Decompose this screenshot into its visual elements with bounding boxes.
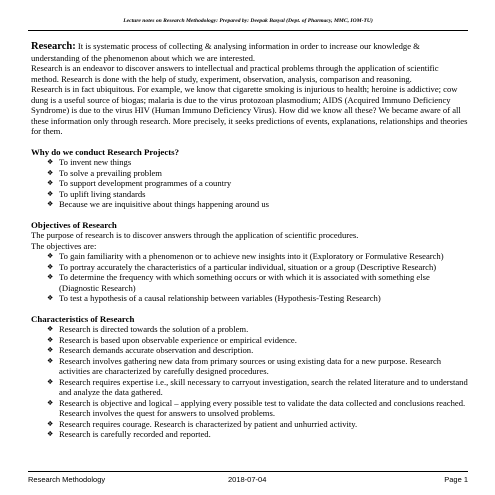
list-item: ❖ Research is carefully recorded and reported. xyxy=(47,429,468,440)
footer-date: 2018-07-04 xyxy=(228,475,267,484)
list-item: ❖ To support development programmes of a country xyxy=(47,178,468,189)
list-item: ❖ Research requires courage. Research is characterized by patient and unhurried activity. xyxy=(47,419,468,430)
list-item: ❖ Research involves gathering new data from primary sources or using existing data for a new purpose. Research activities are characterized by carefully designed procedures. xyxy=(47,356,468,377)
why-heading: Why do we conduct Research Projects? xyxy=(31,146,179,157)
list-item: ❖ Research demands accurate observation and description. xyxy=(47,345,468,356)
objectives-section xyxy=(31,220,468,304)
list-item: ❖ Research is based upon observable experience or empirical evidence. xyxy=(47,335,468,346)
list-item: ❖ To portray accurately the characteristics of a particular individual, situation or a group (Descriptive Research) xyxy=(47,262,468,273)
characteristics-heading: Characteristics of Research xyxy=(31,313,135,324)
list-item: ❖ Research is objective and logical – applying every possible test to validate the data collected and conclusions reached. Research involves the quest for answers to unsolved problems. xyxy=(47,398,468,419)
list-item: ❖ To test a hypothesis of a causal relationship between variables (Hypothesis-Testing Research) xyxy=(47,293,468,304)
why-list xyxy=(31,157,468,210)
intro-paragraph-3: Research is in fact ubiquitous. For example, we know that cigarette smoking is injurious to health; heroine is addictive; cow dung is a useful source of biogas; malaria is due to the virus protozoan plasmodium; AIDS (Acquired Immuno Deficiency Syndrome) is due to the virus HIV (Human Immuno Deficiency Virus). How did we know all these? We became aware of all these information only through research. More precisely, it seeks predictions of events, explanations, relationships and theories for them. xyxy=(31,84,468,136)
list-item: ❖ Because we are inquisitive about things happening around us xyxy=(47,199,468,210)
characteristics-section xyxy=(31,314,468,440)
page-number: Page 1 xyxy=(444,475,468,484)
header-rule xyxy=(28,30,468,31)
objectives-list xyxy=(31,251,468,304)
page-header: Lecture notes on Research Methodology: Prepared by: Deepak Basyal (Dept. of Pharmacy, MMC, IOM-TU) xyxy=(123,18,373,24)
characteristics-list xyxy=(31,324,468,440)
page-content xyxy=(31,41,468,440)
intro-definition: It is systematic process of collecting & analysing information in order to increase our knowledge & understanding of the phenomenon about which we are interested. xyxy=(31,41,420,63)
list-item: ❖ To invent new things xyxy=(47,157,468,168)
footer-title: Research Methodology xyxy=(28,475,106,484)
list-item: ❖ To uplift living standards xyxy=(47,189,468,200)
research-term: Research: xyxy=(31,41,76,52)
objectives-lead: The objectives are: xyxy=(31,240,97,251)
page-footer xyxy=(28,471,468,484)
intro-paragraph-2: Research is an endeavor to discover answers to intellectual and practical problems through the application of scientific method. Research is done with the help of study, experiment, observation, analysis, comparison and reasoning. xyxy=(31,63,439,84)
list-item: ❖ To determine the frequency with which something occurs or with which it is associated with something else (Diagnostic Research) xyxy=(47,272,468,293)
why-section xyxy=(31,147,468,210)
list-item: ❖ To solve a prevailing problem xyxy=(47,168,468,179)
list-item: ❖ Research is directed towards the solution of a problem. xyxy=(47,324,468,335)
objectives-heading: Objectives of Research xyxy=(31,219,117,230)
objectives-intro: The purpose of research is to discover answers through the application of scientific procedures. xyxy=(31,230,359,240)
list-item: ❖ Research requires expertise i.e., skill necessary to carryout investigation, search the related literature and to understand and analyze the data gathered. xyxy=(47,377,468,398)
list-item: ❖ To gain familiarity with a phenomenon or to achieve new insights into it (Exploratory or Formulative Research) xyxy=(47,251,468,262)
intro-paragraph-1 xyxy=(31,41,468,63)
